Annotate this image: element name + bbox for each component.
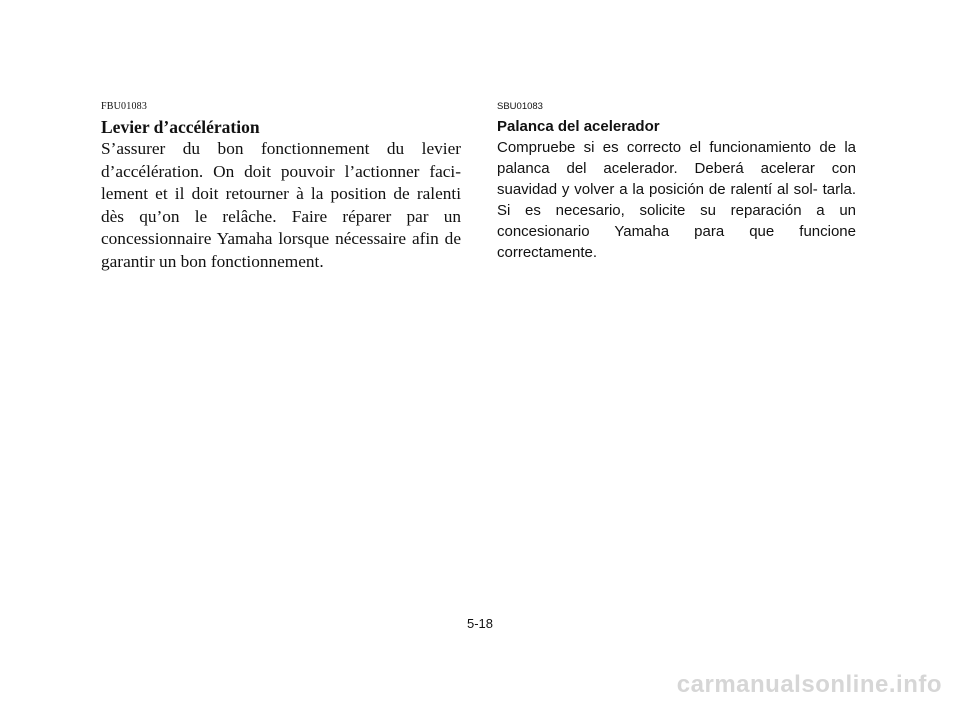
watermark: carmanualsonline.info — [676, 671, 942, 698]
section-code: FBU01083 — [101, 101, 148, 112]
section-code: SBU01083 — [497, 101, 543, 112]
section-body: Compruebe si es correcto el funcionamiento de la palanca del acelerador. Deberá acelerar con suavidad y volver a la posición de ralentí al sol- tarla. Si es necesario, solicite su reparación a un concesionario Yamaha para que funcione correctamente. — [497, 139, 856, 261]
section-title: Levier d’accélération — [101, 117, 260, 137]
french-section — [101, 100, 461, 273]
section-body: S’assurer du bon fonctionnement du levier d’accélération. On doit pouvoir l’actionner faci- lement et il doit retourner à la position de ralenti dès qu’on le relâche. Faire réparer par un concessionnaire Yamaha lorsque nécessaire afin de garantir un bon fonctionnement. — [101, 139, 461, 271]
page-number: 5-18 — [466, 616, 494, 631]
section-title: Palanca del acelerador — [497, 118, 660, 135]
spanish-section — [497, 100, 856, 263]
